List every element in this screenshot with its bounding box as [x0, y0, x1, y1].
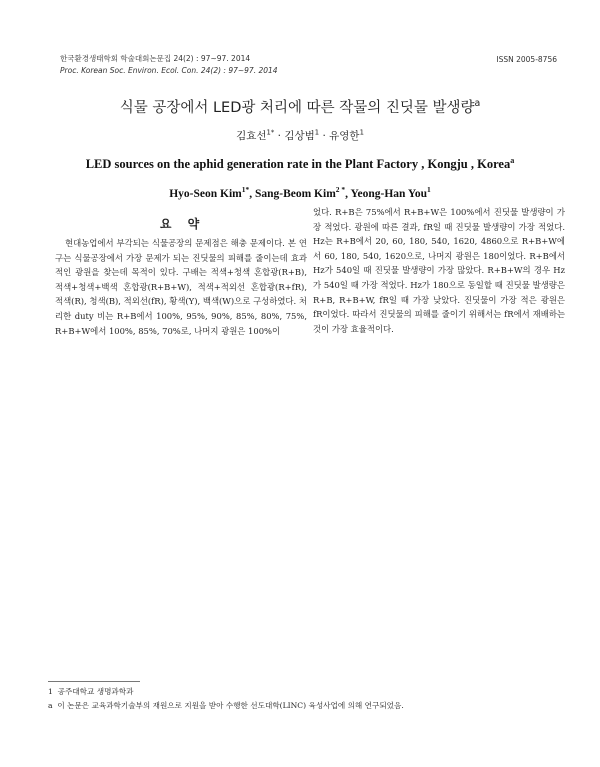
korean-title-footnote-mark: a: [474, 98, 481, 110]
author-ko-1: 김효선: [236, 130, 267, 142]
author-en-separator: ,: [345, 188, 351, 200]
issn-label: ISSN 2005-8756: [496, 55, 557, 64]
author-ko-separator: ·: [277, 130, 281, 142]
abstract-right-text: 었다. R+B은 75%에서 R+B+W은 100%에서 진딧물 발생량이 가장 적었다. 광원에 따른 결과, fR일 때 진딧물 발생량이 가장 적었다. Hz는 R+B에서 20, 60, 180, 540, 1620, 4860으로 R+B+W에서 60, 180, 540, 1620으로, 나머지 광원은 180이었다. R+B에서 Hz가 540일 때 진딧물 발생량이 가장 많았다. R+B+W의 경우 Hz가 540일 때 가장 적었다. Hz가 180으로 동일할 때 진딧물 발생량은 R+B, R+B+W, fR일 때 가장 낮았다. 진딧물이 가장 적은 광원은 fR이었다. 따라서 진딧물의 피해를 줄이기 위해서는 fR에서 재배하는 것이 가장 효율적이다.: [313, 207, 565, 334]
author-en-3: Yeong-Han You: [350, 188, 428, 200]
abstract-left-text: 현대농업에서 부각되는 식물공장의 문제점은 해충 문제이다. 본 연구는 식물공장에서 가장 문제가 되는 진딧물의 피해를 줄이는데 효과적인 광원을 찾는데 목적이 있다. 구배는 적색+청색 혼합광(R+B), 적색+청색+백색 혼합광(R+B+W), 적색+적외선 혼합광(R+fR), 적색(R), 청색(B), 적외선(fR), 황색(Y), 백색(W)으로 구성하였다. 처리한 duty 비는 R+B에서 100%, 95%, 90%, 85%, 80%, 75%, R+B+W에서 100%, 85%, 70%로, 나머지 광원은 100%이: [55, 238, 307, 336]
footnote-text: 공주대학교 생명과학과: [57, 687, 134, 696]
author-en-1: Hyo-Seon Kim: [169, 188, 242, 200]
english-title-footnote-mark: a: [510, 155, 515, 165]
author-ko-1-sup: 1*: [266, 128, 275, 137]
author-ko-2: 김상범: [284, 130, 315, 142]
author-ko-3: 유영한: [329, 130, 360, 142]
journal-header-en: Proc. Korean Soc. Environ. Ecol. Con. 24(2) : 97~97. 2014: [60, 66, 278, 75]
abstract-right-column: [313, 205, 565, 336]
author-en-2: Sang-Beom Kim: [254, 188, 336, 200]
author-ko-separator: ·: [322, 130, 326, 142]
footnote-affiliation: [48, 686, 133, 697]
abstract-left-column: [55, 236, 307, 338]
footnote-text: 이 논문은 교육과학기술부의 재원으로 지원을 받아 수행한 선도대학(LINC) 육성사업에 의해 연구되었음.: [57, 701, 404, 710]
korean-authors: [0, 128, 600, 143]
author-ko-3-sup: 1: [359, 128, 364, 137]
english-authors: [0, 185, 600, 200]
author-ko-2-sup: 1: [314, 128, 320, 137]
footnote-mark: 1: [48, 687, 53, 696]
footnote-mark: a: [48, 701, 53, 710]
author-en-separator: ,: [249, 188, 255, 200]
author-en-2-sup: 2 *: [335, 185, 346, 195]
korean-title-text: 식물 공장에서 LED광 처리에 따른 작물의 진딧물 발생량: [119, 100, 475, 116]
english-title-text: LED sources on the aphid generation rate in the Plant Factory , Kongju , Korea: [85, 157, 511, 171]
english-title: [0, 157, 600, 172]
footnote-funding: [48, 700, 404, 711]
korean-title: [0, 96, 600, 117]
author-en-3-sup: 1: [427, 185, 431, 195]
abstract-heading: 요 약: [159, 217, 206, 231]
author-en-1-sup: 1*: [241, 185, 250, 195]
journal-header-ko: 한국환경생태학회 학술대회논문집 24(2) : 97~97. 2014: [60, 54, 251, 63]
footnote-rule: [48, 681, 140, 682]
